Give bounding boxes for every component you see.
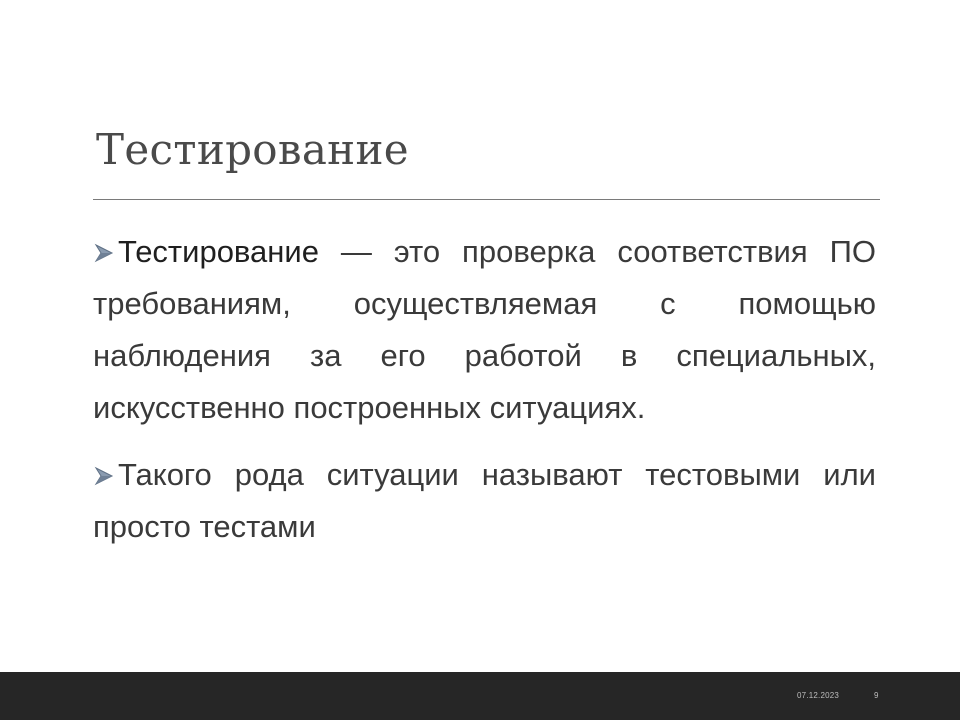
arrow-bullet-icon [93, 242, 115, 264]
footer-date: 07.12.2023 [797, 691, 840, 700]
bullet-term: Тестирование [118, 234, 319, 269]
page-number: 9 [874, 691, 879, 700]
bullet-text: — это проверка соответствия ПО требованиям, осуществляемая с помощью наблюдения за его работой в специальных, искусственно построенных ситуациях. [93, 234, 876, 425]
arrow-bullet-icon [93, 465, 115, 487]
slide-title: Тестирование [96, 125, 409, 174]
slide-footer [0, 672, 960, 720]
bullet-item-definition [93, 226, 876, 434]
title-divider [93, 199, 880, 200]
bullet-item-tests [93, 449, 876, 553]
bullet-text: Такого рода ситуации называют тестовыми или просто тестами [93, 457, 876, 544]
slide-content [93, 226, 876, 568]
